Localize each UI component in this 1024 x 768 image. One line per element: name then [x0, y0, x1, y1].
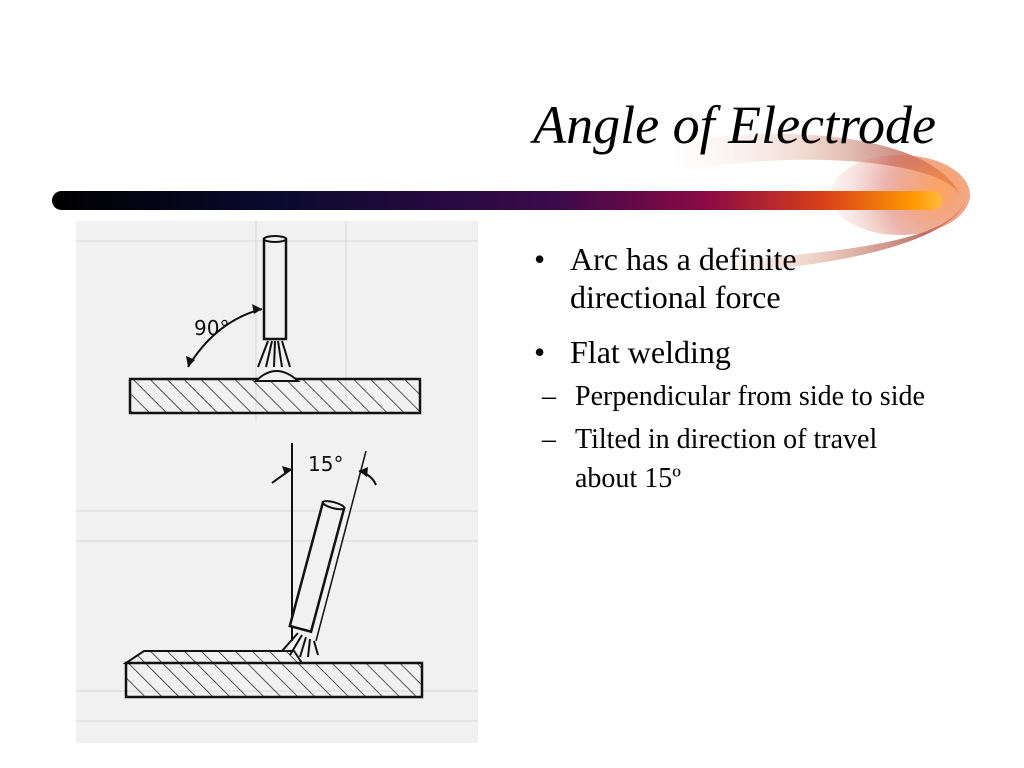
sub-bullet-item: [490, 420, 930, 498]
sub-bullet-text: Tilted in direction of travel about 15º: [575, 424, 878, 494]
bullet-text: Flat welding: [570, 334, 731, 370]
bullet-marker: •: [534, 334, 546, 370]
bullet-item: [530, 333, 930, 371]
bullet-list: [530, 240, 930, 502]
sub-bullet-marker: –: [542, 424, 556, 455]
bullet-marker: •: [534, 241, 546, 277]
angle-label-90: 90°: [194, 316, 230, 340]
bullet-text: Arc has a definite directional force: [570, 241, 797, 315]
sub-bullet-item: [490, 377, 930, 416]
electrode-angle-figure: [76, 221, 478, 743]
sub-bullet-marker: –: [542, 381, 556, 412]
slide-title: Angle of Electrode: [533, 95, 936, 155]
bullet-item: [530, 240, 930, 316]
sub-bullet-text: Perpendicular from side to side: [575, 381, 925, 412]
angle-label-15: 15°: [308, 452, 344, 476]
